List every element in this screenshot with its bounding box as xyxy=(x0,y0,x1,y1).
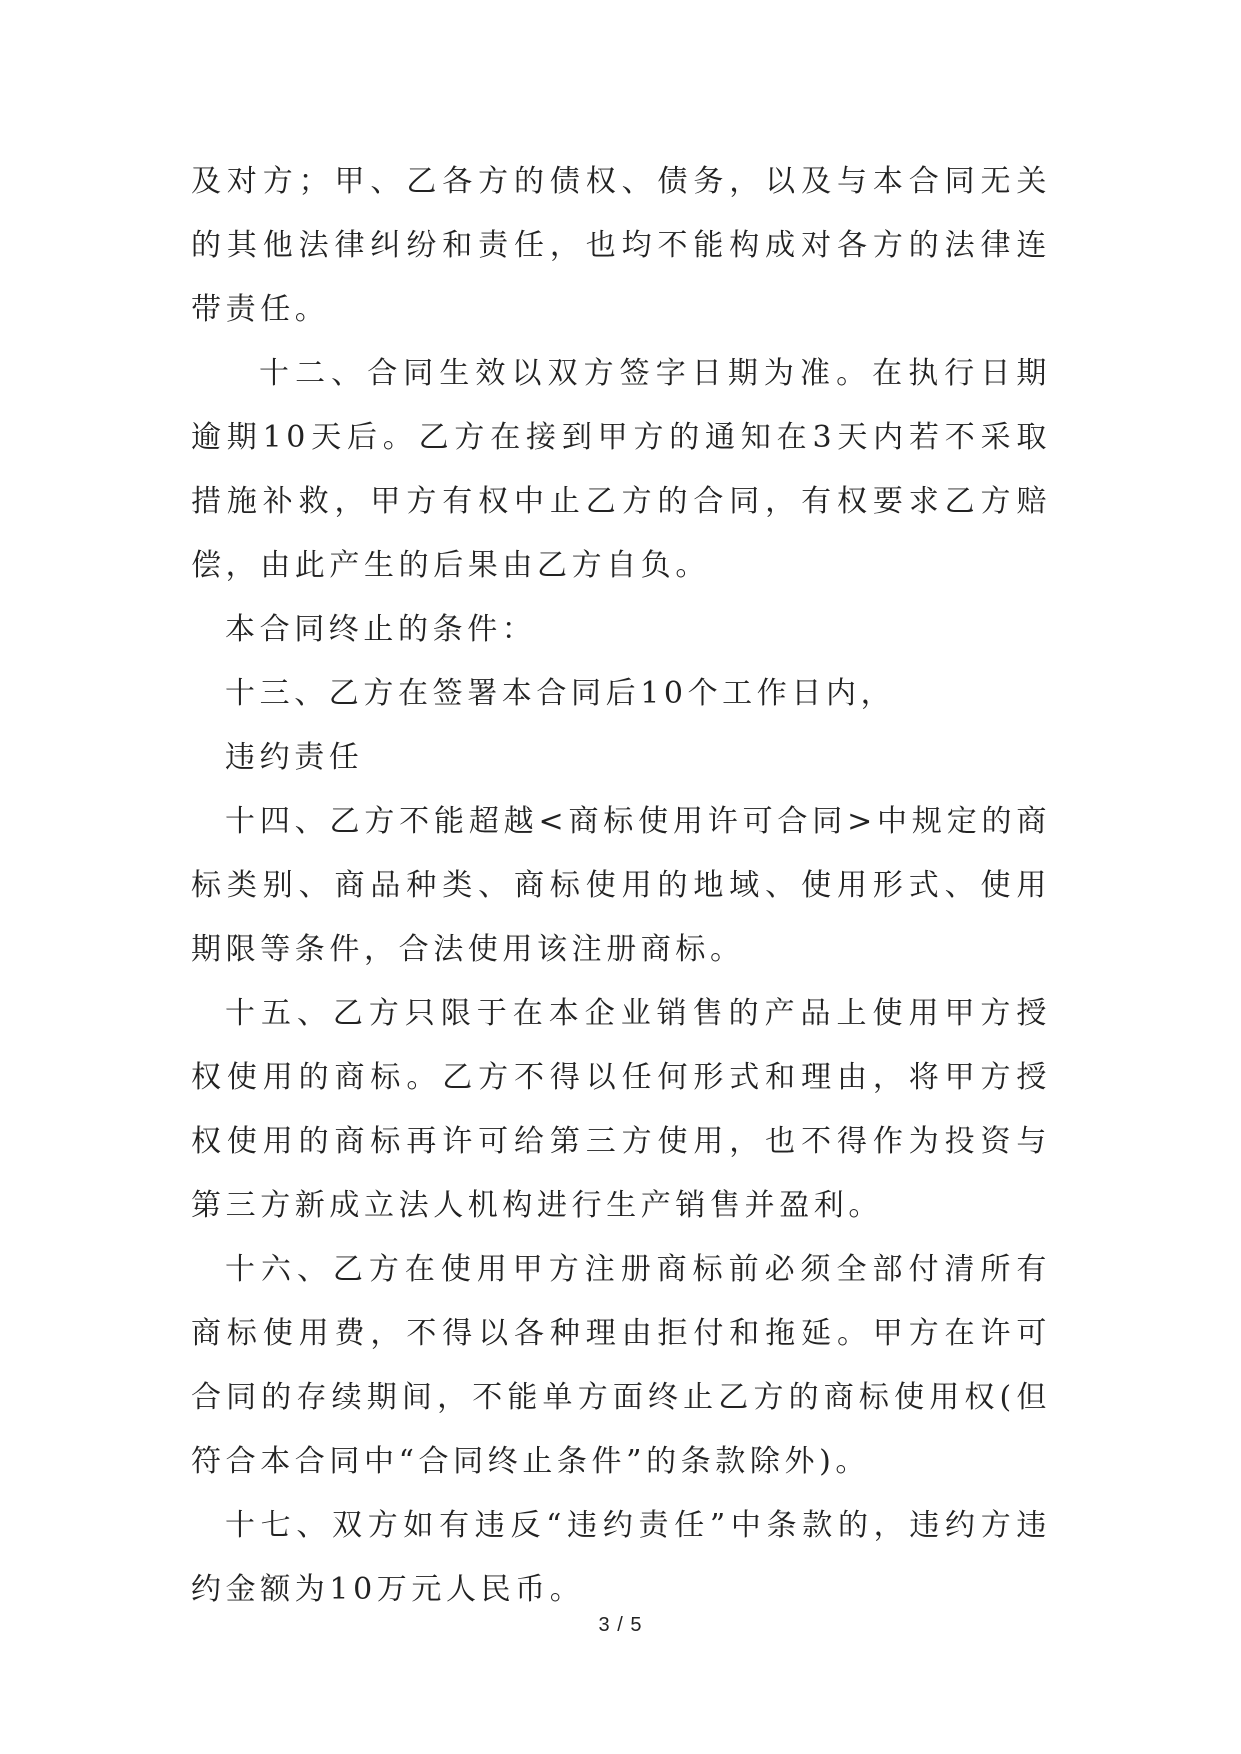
paragraph-continuation: 及对方；甲、乙各方的债权、债务，以及与本合同无关的其他法律纠纷和责任，也均不能构成对各方的法律连带责任。 xyxy=(191,164,1051,327)
page-number: 3 / 5 xyxy=(598,1614,643,1636)
paragraph-clause-12: 十二、合同生效以双方签字日期为准。在执行日期逾期10天后。乙方在接到甲方的通知在3天内若不采取措施补救，甲方有权中止乙方的合同，有权要求乙方赔偿，由此产生的后果由乙方自负。 xyxy=(191,356,1051,583)
document-body xyxy=(191,150,1051,1622)
paragraph-clause-16: 十六、乙方在使用甲方注册商标前必须全部付清所有商标使用费，不得以各种理由拒付和拖延。甲方在许可合同的存续期间，不能单方面终止乙方的商标使用权(但符合本合同中“合同终止条件”的条款除外)。 xyxy=(191,1252,1051,1479)
paragraph-clause-17: 十七、双方如有违反“违约责任”中条款的，违约方违约金额为10万元人民币。 xyxy=(191,1508,1051,1607)
section-heading-termination: 本合同终止的条件： xyxy=(225,612,537,647)
section-heading-liability: 违约责任 xyxy=(225,740,364,775)
paragraph-clause-13: 十三、乙方在签署本合同后10个工作日内， xyxy=(225,676,896,711)
paragraph-clause-15: 十五、乙方只限于在本企业销售的产品上使用甲方授权使用的商标。乙方不得以任何形式和理由，将甲方授权使用的商标再许可给第三方使用，也不得作为投资与第三方新成立法人机构进行生产销售并盈利。 xyxy=(191,996,1051,1223)
paragraph-clause-14: 十四、乙方不能超越<商标使用许可合同>中规定的商标类别、商品种类、商标使用的地域、使用形式、使用期限等条件，合法使用该注册商标。 xyxy=(191,804,1051,967)
